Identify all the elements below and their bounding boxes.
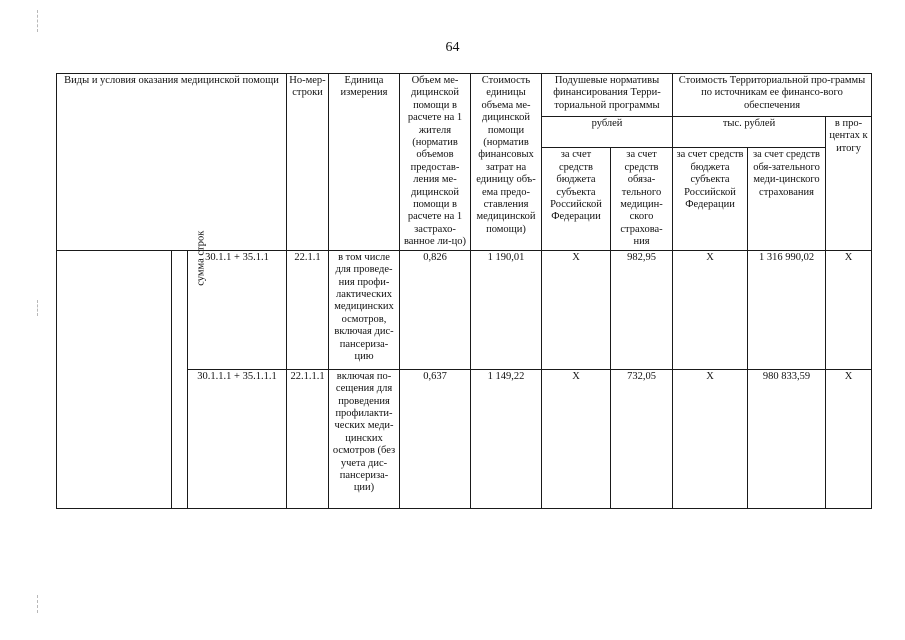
percent-cell: Х [826, 369, 872, 508]
tc-oms-cell: 980 833,59 [748, 369, 826, 508]
header-program-cost: Стоимость Территориальной про-граммы по источникам ее финансо-вого обеспечения [673, 74, 872, 117]
pc-oms-cell: 982,95 [611, 250, 673, 369]
cost-cell: 1 190,01 [471, 250, 542, 369]
tc-oms-cell: 1 316 990,02 [748, 250, 826, 369]
tc-budget-cell: Х [673, 250, 748, 369]
sum-of-rows-cell: 30.1.1 + 35.1.1 [188, 250, 287, 369]
volume-cell: 0,826 [400, 250, 471, 369]
header-row-1 [57, 74, 872, 117]
row-number-cell: 22.1.1 [287, 250, 329, 369]
tc-budget-cell: Х [673, 369, 748, 508]
scan-mark-top [37, 10, 38, 32]
header-types: Виды и условия оказания медицинской помощи [57, 74, 287, 251]
sum-of-rows-label: сумма строк [172, 250, 188, 508]
unit-cell: в том числе для проведе-ния профи-лактических медицинских осмотров, включая дис-пансериза-цию [329, 250, 400, 369]
pc-oms-cell: 732,05 [611, 369, 673, 508]
header-cost: Стоимость единицы объема ме-дицинской помощи (норматив финансовых затрат на единицу объ-ема предо-ставления медицинской помощи) [471, 74, 542, 251]
cost-cell: 1 149,22 [471, 369, 542, 508]
volume-cell: 0,637 [400, 369, 471, 508]
header-thousand-rubles: тыс. рублей [673, 117, 826, 148]
types-cell [57, 250, 172, 508]
percent-cell: Х [826, 250, 872, 369]
scan-mark-middle [37, 300, 38, 316]
header-pc-oms: за счет средств обяза-тельного медицин-ского страхова-ния [611, 148, 673, 250]
financing-table [56, 73, 872, 509]
scan-mark-bottom [37, 595, 38, 613]
table-row [57, 250, 872, 369]
pc-budget-cell: Х [542, 369, 611, 508]
row-number-cell: 22.1.1.1 [287, 369, 329, 508]
header-tc-budget: за счет средств бюджета субъекта Российской Федерации [673, 148, 748, 250]
header-percent: в про-центах к итогу [826, 117, 872, 251]
header-volume: Объем ме-дицинской помощи в расчете на 1 жителя (норматив объемов предостав-ления ме-дицинской помощи в расчете на 1 застрахо-ванное ли-цо) [400, 74, 471, 251]
header-tc-oms: за счет средств обя-зательного меди-цинского страхования [748, 148, 826, 250]
header-row-number: Но-мер-строки [287, 74, 329, 251]
sum-of-rows-cell: 30.1.1.1 + 35.1.1.1 [188, 369, 287, 508]
header-unit: Единица измерения [329, 74, 400, 251]
header-per-capita: Подушевые нормативы финансирования Терри-ториальной программы [542, 74, 673, 117]
header-rubles: рублей [542, 117, 673, 148]
header-pc-budget: за счет средств бюджета субъекта Российской Федерации [542, 148, 611, 250]
page-number: 64 [445, 40, 460, 55]
pc-budget-cell: Х [542, 250, 611, 369]
unit-cell: включая по-сещения для проведения профилакти-ческих меди-цинских осмотров (без учета дис-пансериза-ции) [329, 369, 400, 508]
